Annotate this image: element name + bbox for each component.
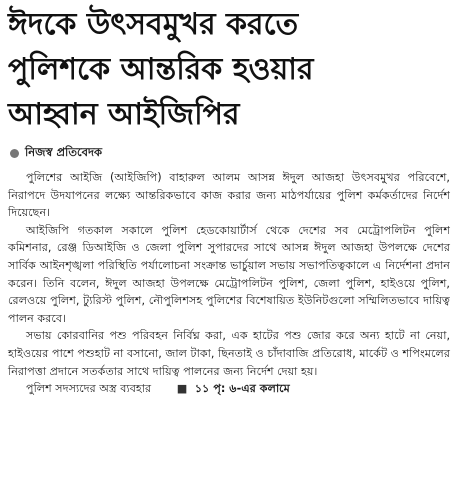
byline [8, 145, 450, 161]
continued-on-page: ১১ পৃ: ৬-এর কলামে [194, 382, 290, 396]
byline-text: নিজস্ব প্রতিবেদক [25, 144, 103, 159]
bullet-icon [10, 149, 19, 158]
continuation-line [8, 380, 450, 398]
paragraph-2: আইজিপি গতকাল সকালে পুলিশ হেডকোয়ার্টার্স থেকে দেশের সব মেট্রোপলিটন পুলিশ কমিশনার, রেঞ্জ ডিআইজি ও জেলা পুলিশ সুপারদের সাথে আসন্ন ঈদুল আজহা উপলক্ষে দেশের সার্বিক আইনশৃঙ্খলা পরিস্থিতি পর্যালোচনা সংক্রান্ত ভার্চুয়াল সভায় সভাপতিত্বকালে এ নির্দেশনা প্রদান করেন। তিনি বলেন, ঈদুল আজহা উপলক্ষে মেট্রোপলিটন পুলিশ, জেলা পুলিশ, হাইওয়ে পুলিশ, রেলওয়ে পুলিশ, ট্যুরিস্ট পুলিশ, নৌপুলিশসহ পুলিশের বিশেষায়িত ইউনিটগুলো সম্মিলিতভাবে দায়িত্ব পালন করবে। [8, 223, 450, 325]
continuation-separator: ■ [176, 382, 188, 396]
headline-line-2: পুলিশকে আন্তরিক হওয়ার [8, 52, 314, 87]
article-body [8, 169, 450, 398]
continuation-text: পুলিশ সদস্যদের অস্ত্র ব্যবহার [26, 382, 152, 396]
paragraph-1: পুলিশের আইজি (আইজিপি) বাহারুল আলম আসন্ন ঈদুল আজহা উৎসবমুখর পরিবেশে, নিরাপদে উদযাপনের লক্ষ্যে আন্তরিকভাবে কাজ করার জন্য মাঠপর্যায়ের পুলিশ কর্মকর্তাদের নির্দেশ দিয়েছেন। [8, 171, 450, 220]
headline-line-3: আহ্বান আইজিপির [8, 97, 240, 132]
headline-line-1: ঈদকে উৎসবমুখর করতে [8, 7, 299, 42]
paragraph-3: সভায় কোরবানির পশু পরিবহন নির্বিঘ্ন করা, এক হাটের পশু জোর করে অন্য হাটে না নেয়া, হাইওয়ের পাশে পশুহাট না বসানো, জাল টাকা, ছিনতাই ও চাঁদাবাজি প্রতিরোধ, মার্কেট ও শপিংমলের নিরাপত্তা প্রদানে সতর্কতার সাথে দায়িত্ব পালনের জন্য নির্দেশ দেয়া হয়। [8, 329, 450, 378]
headline [8, 2, 450, 137]
